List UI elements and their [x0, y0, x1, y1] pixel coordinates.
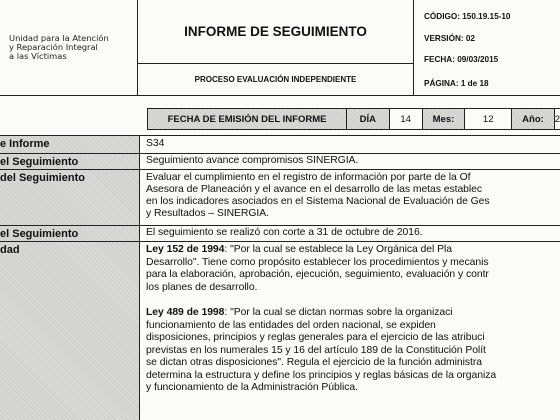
- organization-logo: [0, 0, 138, 95]
- org-name-line-1: Unidad para la Atención: [9, 33, 109, 43]
- row-text: Asesora de Planeación y el avance en el desarrollo de las metas establec: [146, 184, 483, 195]
- code-label: CÓDIGO: 150.19.15-10: [424, 12, 511, 21]
- row-value-cell: [140, 154, 560, 169]
- law-paragraph-line: disposiciones, principios y reglas generales para el ejercicio de las atribuci: [146, 332, 485, 343]
- law-paragraph-line: Ley 152 de 1994: "Por la cual se establece la Ley Orgánica del Pla: [146, 244, 452, 255]
- emission-date-bar: [147, 108, 560, 130]
- law-paragraph-line: determina la estructura y define los principios y reglas básicas de la organiza: [146, 369, 497, 381]
- row-text: Evaluar el cumplimiento en el registro de información por parte de la Of: [146, 172, 471, 183]
- date-label: FECHA: 09/03/2015: [424, 55, 499, 64]
- law-citation: Ley 152 de 1994: [146, 244, 225, 255]
- day-value: 14: [389, 109, 422, 129]
- row-value-cell: [140, 226, 560, 241]
- row-label-cell: [0, 154, 140, 169]
- row-text: S34: [146, 138, 165, 149]
- law-paragraph-line: para la elaboración, aprobación, ejecución, seguimiento, evaluación y contr: [146, 269, 489, 280]
- year-value: 2: [554, 109, 560, 129]
- day-label: DÍA: [346, 109, 388, 129]
- report-title: INFORME DE SEGUIMIENTO: [138, 0, 414, 64]
- month-label: Mes:: [422, 109, 464, 129]
- law-paragraph-line: funcionamiento de las entidades del orden nacional, se expiden: [146, 319, 436, 331]
- row-text: y Resultados – SINERGIA.: [146, 208, 269, 219]
- table-row: [0, 135, 560, 153]
- row-label: el Seguimiento: [0, 156, 79, 168]
- row-label-cell: [0, 136, 140, 153]
- table-row: [0, 153, 560, 169]
- org-name-line-3: a las Víctimas: [9, 51, 67, 61]
- law-paragraph-line: y funcionamiento de la Administración Pública.: [146, 382, 358, 393]
- row-text: Seguimiento avance compromisos SINERGIA.: [146, 155, 359, 166]
- row-text: en los indicadores asociados en el Sistema Nacional de Evaluación de Ges: [146, 196, 490, 207]
- law-paragraph-line: previstas en los numerales 15 y 16 del artículo 189 de la Constitución Polít: [146, 344, 486, 356]
- row-label: e Informe: [0, 138, 50, 150]
- row-label-cell: [0, 226, 140, 241]
- month-value: 12: [464, 109, 511, 129]
- law-paragraph-line: Ley 489 de 1998: "Por la cual se dictan normas sobre la organizaci: [146, 307, 453, 318]
- emission-date-label: FECHA DE EMISIÓN DEL INFORME: [147, 109, 346, 129]
- row-label: dad: [0, 244, 20, 256]
- org-name-line-2: y Reparación Integral: [9, 42, 98, 52]
- row-label-cell: [0, 242, 140, 420]
- document-metadata: [414, 0, 560, 95]
- law-citation: Ley 489 de 1998: [146, 307, 225, 318]
- table-row: [0, 225, 560, 241]
- process-name: PROCESO EVALUACIÓN INDEPENDIENTE: [138, 64, 414, 95]
- law-paragraph-line: se dictan otras disposiciones". Regula el ejercicio de la función administra: [146, 357, 483, 368]
- table-row: [0, 169, 560, 225]
- row-value-cell: [140, 242, 560, 420]
- row-value-cell: [140, 136, 560, 153]
- document-header: [0, 0, 560, 95]
- law-paragraph-line: los planes de desarrollo.: [146, 281, 258, 293]
- header-divider: [0, 95, 560, 96]
- row-value-cell: [140, 170, 560, 225]
- version-label: VERSIÓN: 02: [424, 34, 475, 43]
- row-text: El seguimiento se realizó con corte a 31 de octubre de 2016.: [146, 227, 423, 238]
- law-paragraph-line: Desarrollo". Tiene como propósito establecer los procedimientos y mecanis: [146, 256, 489, 268]
- row-label: del Seguimiento: [0, 172, 85, 184]
- table-row: [0, 241, 560, 420]
- row-label-cell: [0, 170, 140, 225]
- page-number-label: PÁGINA: 1 de 18: [424, 79, 489, 88]
- year-label: Año:: [511, 109, 553, 129]
- row-label: el Seguimiento: [0, 228, 79, 240]
